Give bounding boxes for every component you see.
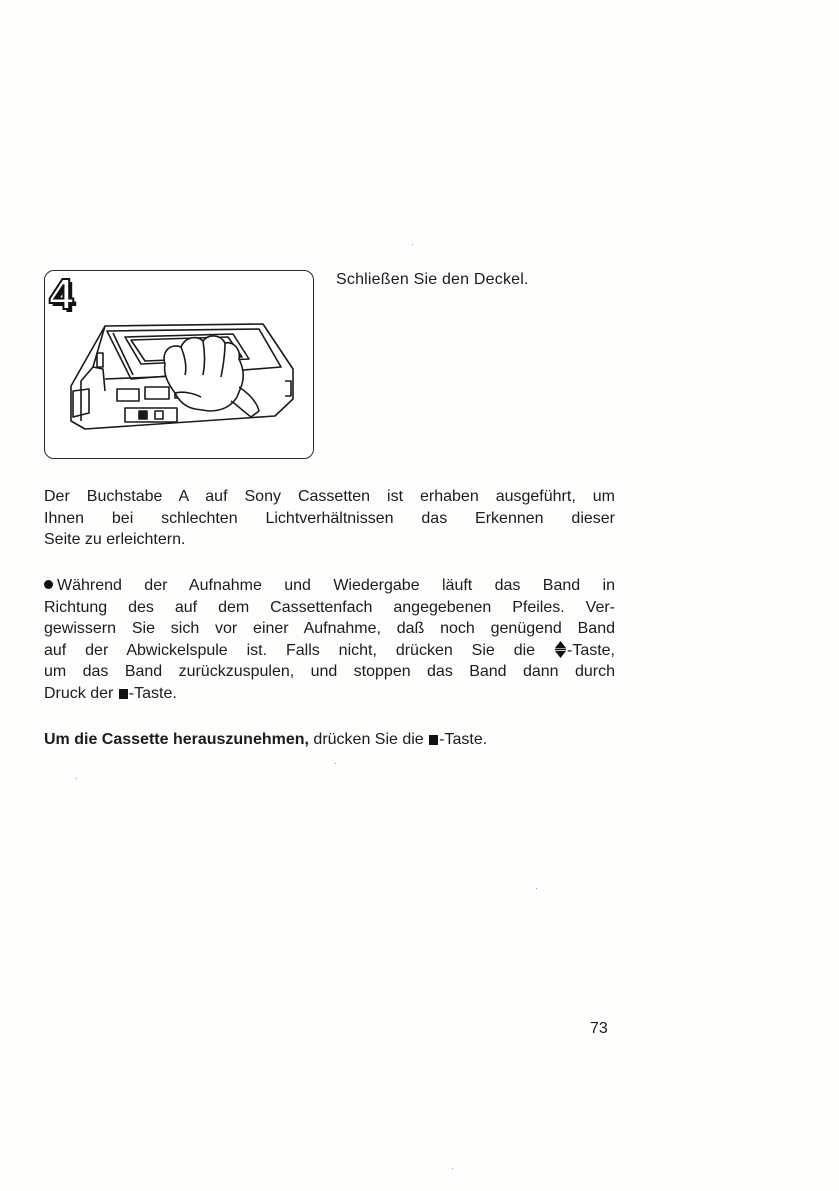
scan-speck (412, 244, 413, 245)
scan-speck (335, 763, 336, 764)
text-fragment: -Taste. (439, 731, 488, 748)
stop-square-icon (119, 689, 128, 699)
illustration-frame (44, 270, 314, 459)
text-line: Ihnen bei schlechten Lichtverhältnissen das Erkennen dieser (44, 509, 615, 527)
text-fragment: drücken Sie die (308, 731, 429, 748)
text-line: Der Buchstabe A auf Sony Cassetten ist erhaben ausgeführt, um (44, 488, 615, 505)
text-line (44, 640, 615, 662)
page-number: 73 (590, 1020, 608, 1037)
paragraph-tape-direction (44, 575, 615, 705)
text-fragment: Druck der (44, 684, 118, 702)
bullet-dot-icon (44, 580, 53, 589)
scan-speck (76, 778, 77, 779)
scan-speck (536, 888, 537, 889)
paragraph-letter-a (44, 486, 615, 551)
step-number-badge: 4 (49, 270, 74, 319)
stop-square-icon (429, 735, 438, 745)
text-line: Richtung des auf dem Cassettenfach angegebenen Pfeiles. Ver- (44, 598, 615, 616)
text-line: Seite zu erleichtern. (44, 531, 186, 549)
text-line (44, 683, 615, 705)
text-fragment: Während der Aufnahme und Wiedergabe läuft das Band in (57, 577, 615, 594)
bold-lead-text: Um die Cassette herauszunehmen, (44, 731, 309, 748)
text-line (44, 575, 615, 597)
paragraph-remove-cassette (44, 729, 615, 751)
scan-speck (452, 1168, 453, 1169)
figure-caption: Schließen Sie den Deckel. (336, 271, 529, 288)
eject-icon (555, 641, 566, 658)
text-fragment: auf der Abwickelspule ist. Falls nicht, drücken Sie die (44, 641, 554, 659)
cassette-recorder-illustration (45, 271, 315, 460)
text-fragment: -Taste. (128, 684, 177, 702)
text-line (44, 729, 615, 751)
text-line: um das Band zurückzuspulen, und stoppen das Band dann durch (44, 663, 615, 681)
text-fragment: -Taste, (566, 641, 615, 659)
text-line: gewissern Sie sich vor einer Aufnahme, daß noch genügend Band (44, 620, 615, 638)
